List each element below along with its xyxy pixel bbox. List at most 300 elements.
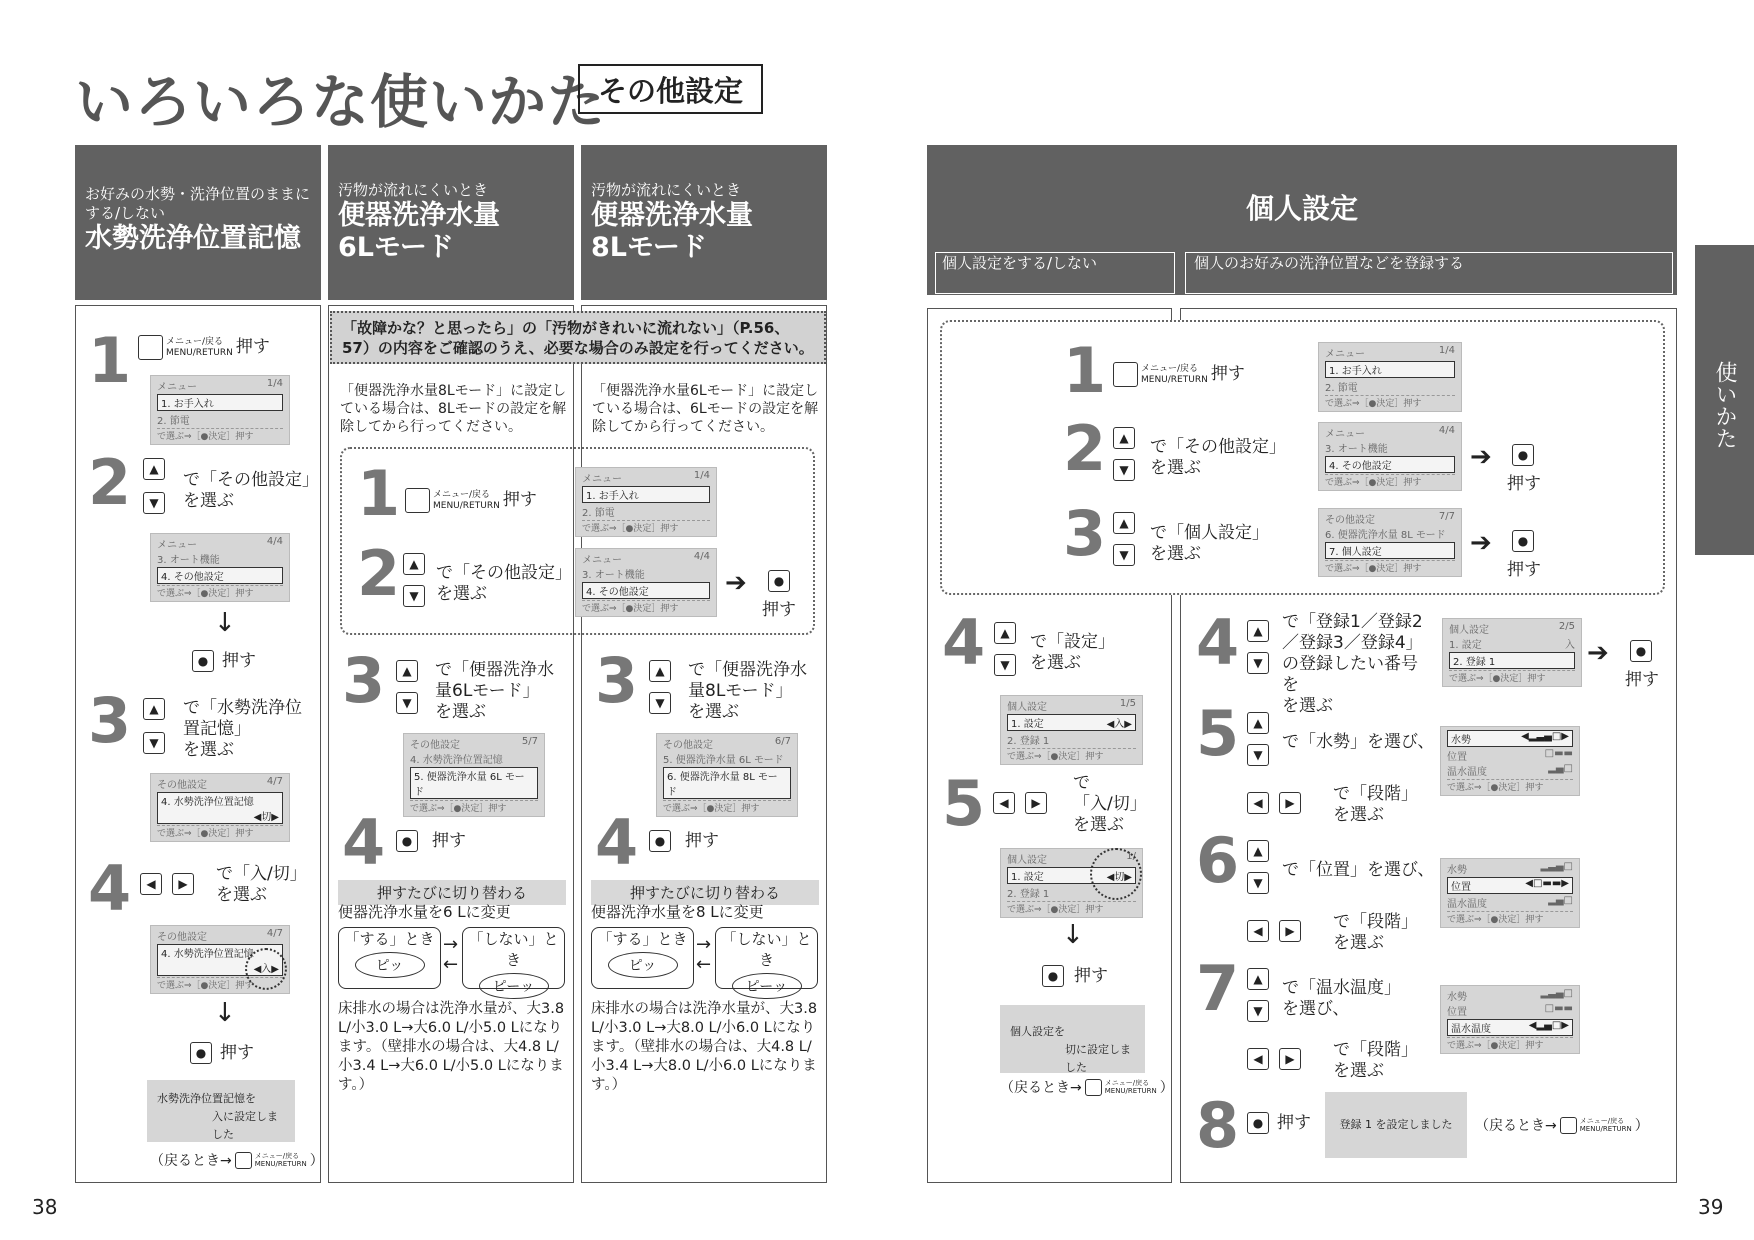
updown-buttons: [403, 553, 425, 607]
enter-button[interactable]: ●: [192, 650, 214, 672]
updown-buttons: [1113, 512, 1135, 566]
step-number: 5: [1196, 697, 1240, 770]
lcd-header: メニュー: [157, 382, 197, 393]
lcd-page: 5/7: [521, 736, 538, 747]
back-suffix: ）: [1634, 1118, 1649, 1134]
result-message: [147, 1080, 295, 1142]
beep-short: ピッ: [608, 952, 678, 978]
push-text: 押す: [685, 830, 719, 851]
menu-label-jp: メニュー/戻る: [1141, 363, 1199, 374]
step-number: 1: [357, 457, 401, 530]
push-text: 押す: [1507, 474, 1541, 494]
lcd-value: ◀入▶: [1106, 719, 1132, 730]
b-step6-text: で「位置」を選び、: [1282, 860, 1435, 880]
down-button[interactable]: ▼: [396, 692, 418, 714]
left-button[interactable]: ◀: [140, 873, 162, 895]
push-text: 押す: [432, 830, 466, 851]
enter-button[interactable]: ●: [1630, 640, 1652, 662]
down-button[interactable]: ▼: [994, 654, 1016, 676]
select-text: を選ぶ: [1030, 653, 1081, 673]
updown-buttons: [994, 622, 1016, 676]
lcd-page: 4/7: [266, 928, 283, 939]
push-text: 押す: [1277, 1112, 1311, 1133]
enter-button[interactable]: ●: [1512, 530, 1534, 552]
select-text: を選ぶ: [216, 885, 267, 905]
shared-step2-text: [436, 563, 572, 605]
lcd-footer: で選ぶ⇒［●決定］押す: [582, 520, 710, 534]
menu-label-jp: メニュー/戻る: [433, 489, 491, 500]
down-button[interactable]: ▼: [143, 732, 165, 754]
lcd-header: メニュー: [582, 474, 622, 485]
lcd-row: 温水温度: [1447, 767, 1487, 778]
menu-button[interactable]: [1560, 1117, 1577, 1134]
leftright-buttons: [140, 873, 194, 895]
enter-button[interactable]: ●: [1042, 965, 1064, 987]
down-button[interactable]: ▼: [1247, 744, 1269, 766]
step-number: 8: [1196, 1089, 1240, 1162]
level-bar-icon: □▬▬: [1544, 748, 1573, 759]
col3-header-big1: 便器洗浄水量: [591, 200, 753, 231]
menu-label: [433, 490, 500, 512]
col2-header-big2: 6Lモード: [338, 232, 454, 263]
lcd-footer: で選ぶ⇒［●決定］押す: [1325, 474, 1455, 488]
select-text: を選ぶ: [1333, 933, 1384, 953]
enter-button[interactable]: ●: [396, 830, 418, 852]
step-text: で「段階」: [1333, 912, 1418, 932]
col1-step3-text: [183, 698, 303, 761]
leftright-buttons: [1247, 920, 1301, 942]
lcd-footer: で選ぶ⇒［●決定］押す: [1447, 911, 1573, 925]
step-text: で「設定」: [1030, 632, 1115, 652]
up-button[interactable]: ▲: [994, 622, 1016, 644]
section-subtitle: その他設定: [578, 64, 763, 114]
lcd-page: 1/5: [1119, 698, 1136, 709]
lcd-page: 2/5: [1558, 621, 1575, 632]
de-text: で: [1073, 773, 1090, 793]
lcd-row: 温水温度: [1447, 899, 1487, 910]
lcd-footer: で選ぶ⇒［●決定］押す: [157, 977, 283, 991]
col3-header: [581, 145, 827, 300]
lcd-page: 4/4: [693, 551, 710, 562]
up-button[interactable]: ▲: [1247, 968, 1269, 990]
menu-button[interactable]: [138, 335, 163, 360]
updown-buttons: [1113, 427, 1135, 481]
b-step5-text: で「水勢」を選び、: [1282, 732, 1435, 752]
lcd-pressure: [1440, 726, 1580, 796]
lcd-footer: で選ぶ⇒［●決定］押す: [1447, 1037, 1573, 1051]
back-prefix: （戻るとき→: [150, 1153, 232, 1169]
left-button[interactable]: ◀: [1247, 1048, 1269, 1070]
shared-step1: [405, 488, 537, 513]
enter-button[interactable]: ●: [190, 1042, 212, 1064]
result-message: 登録 1 を設定しました: [1325, 1092, 1467, 1158]
col1-step1: [138, 335, 270, 360]
lcd-row: 位置: [1447, 752, 1467, 763]
menu-label-jp: メニュー/戻る: [1104, 1079, 1150, 1087]
b-step4-text: [1282, 612, 1432, 717]
menu-label: [166, 337, 233, 359]
lcd-row-selected: 1. お手入れ: [582, 486, 710, 503]
col2-step3-text: [435, 660, 565, 723]
enter-button[interactable]: ●: [649, 830, 671, 852]
step-number: 2: [88, 446, 132, 519]
side-tab: 使いかた: [1695, 245, 1754, 555]
arrow-right-icon: ➔: [725, 568, 747, 598]
select-text: を選ぶ: [1282, 696, 1333, 716]
leftright-buttons: [1247, 792, 1301, 814]
left-button[interactable]: ◀: [1247, 792, 1269, 814]
lcd-row-selected: 1. お手入れ: [1325, 361, 1455, 378]
msg-line1: 水勢洗浄位置記憶を: [157, 1092, 256, 1105]
menu-label-small: [1580, 1117, 1632, 1133]
menu-label-en: MENU/RETURN: [1141, 374, 1208, 385]
level-bar-icon: ▂▄□: [1548, 895, 1573, 906]
level-bar-icon: ◀▂▃▄□▶: [1521, 731, 1569, 742]
push-text: 押す: [502, 490, 537, 510]
lcd-row-selected: 7. 個人設定: [1325, 542, 1455, 559]
updown-buttons: [143, 458, 165, 514]
level-bar-icon: ▂▃▄□: [1540, 861, 1573, 872]
swap-arrows-icon: → ←: [696, 934, 712, 975]
lcd-row-selected: 4. 水勢洗浄位置記憶: [161, 949, 254, 960]
toggle-band: 押すたびに切り替わる: [591, 880, 819, 905]
b-level-text: [1333, 912, 1418, 954]
updown-buttons: [1247, 712, 1269, 766]
level-bar-icon: ▂▄□: [1548, 763, 1573, 774]
lcd-menu-4: [575, 548, 717, 617]
lcd-row-selected: 2. 登録 1: [1449, 652, 1575, 669]
lcd-row: 4. 水勢洗浄位置記憶: [410, 755, 503, 766]
back-prefix: （戻るとき→: [1000, 1080, 1082, 1096]
lcd-row-selected: 4. その他設定: [582, 582, 710, 599]
lcd-value: ◀入▶: [253, 964, 279, 975]
off-label: 「しない」とき: [468, 930, 559, 969]
step-number: 7: [1196, 952, 1240, 1025]
right-step2-text: [1150, 437, 1286, 479]
beep-short: ピッ: [355, 952, 425, 978]
col3-precondition: 「便器洗浄水量6Lモード」に設定している場合は、6Lモードの設定を解除してから行ってください。: [592, 383, 819, 435]
enter-push: [190, 1042, 254, 1064]
lcd-personal-on: [1000, 695, 1143, 765]
lcd-row-selected: 温水温度: [1451, 1024, 1491, 1035]
col2-description: 床排水の場合は洗浄水量が、大3.8 L/小3.0 L→大6.0 L/小5.0 Lになります。（壁排水の場合は、大4.8 L/小3.4 L→大6.0 L/小5.0 Lになります。）: [338, 1001, 565, 1093]
updown-buttons: [143, 698, 165, 754]
menu-button[interactable]: [1085, 1079, 1102, 1096]
level-bar-icon: ◀□▬▬▶: [1525, 878, 1569, 889]
lcd-header: メニュー: [1325, 349, 1365, 360]
lcd-footer: で選ぶ⇒［●決定］押す: [157, 428, 283, 442]
level-bar-icon: ◀▂▄□▶: [1528, 1020, 1569, 1031]
lcd-footer: で選ぶ⇒［●決定］押す: [663, 800, 791, 814]
a-step4-text: [1030, 632, 1115, 674]
lcd-page: 4/4: [266, 536, 283, 547]
updown-buttons: [1247, 840, 1269, 894]
lcd-value: 入: [1565, 640, 1575, 651]
enter-push: [649, 830, 719, 852]
highlight-circle: [1090, 848, 1142, 900]
right-button[interactable]: ▶: [172, 873, 194, 895]
lcd-footer: で選ぶ⇒［●決定］押す: [1007, 901, 1136, 915]
change-text: 便器洗浄水量を6 Lに変更: [338, 903, 511, 921]
select-text: を選ぶ: [1150, 544, 1201, 564]
lcd-row-selected: 4. 水勢洗浄位置記憶: [161, 797, 254, 808]
step-number: 6: [1196, 824, 1240, 897]
up-button[interactable]: ▲: [403, 553, 425, 575]
col1-step2-text: [183, 470, 318, 512]
col1-header: [75, 145, 321, 300]
lcd-footer: で選ぶ⇒［●決定］押す: [1449, 670, 1575, 684]
page-title: いろいろな使いかた: [75, 68, 607, 136]
up-button[interactable]: ▲: [396, 660, 418, 682]
lcd-header: 個人設定: [1007, 855, 1047, 866]
lcd-header: その他設定: [663, 740, 713, 751]
step-text: で「水勢洗浄位置記憶」: [183, 698, 302, 739]
step-text: で「段階」: [1333, 784, 1418, 804]
lcd-row: 位置: [1447, 1007, 1467, 1018]
menu-label-en: MENU/RETURN: [166, 347, 233, 358]
updown-buttons: [1247, 620, 1269, 674]
lcd-row: 6. 便器洗浄水量 8L モード: [1325, 530, 1446, 541]
lcd-page: 7/7: [1438, 511, 1455, 522]
col2-header: [328, 145, 574, 300]
lcd-header: メニュー: [1325, 429, 1365, 440]
msg-line2: 入に設定しました: [212, 1110, 278, 1141]
menu-label-jp: メニュー/戻る: [254, 1152, 300, 1160]
arrow-down-icon: ↓: [214, 998, 236, 1028]
menu-label-jp: メニュー/戻る: [166, 336, 224, 347]
select-text: を選ぶ: [688, 702, 739, 722]
step-text-2: を選び、: [1282, 999, 1350, 1019]
enter-button[interactable]: ●: [1512, 444, 1534, 466]
step-number: 3: [595, 644, 639, 717]
lcd-header: 個人設定: [1449, 625, 1489, 636]
beep-long: ピーッ: [479, 973, 549, 999]
lcd-page: 1/: [1126, 851, 1136, 862]
select-text: を選ぶ: [1333, 805, 1384, 825]
lcd-temperature: [1440, 985, 1580, 1054]
lcd-footer: で選ぶ⇒［●決定］押す: [1007, 748, 1136, 762]
col2-precondition: 「便器洗浄水量8Lモード」に設定している場合は、8Lモードの設定を解除してから行ってください。: [340, 383, 567, 435]
enter-push: [1247, 1112, 1311, 1134]
select-text: を選ぶ: [1073, 815, 1124, 835]
up-button[interactable]: ▲: [143, 698, 165, 720]
updown-buttons: [396, 660, 418, 714]
menu-label-en: MENU/RETURN: [1579, 1125, 1632, 1133]
on-box: [338, 927, 441, 989]
down-button[interactable]: ▼: [649, 692, 671, 714]
right-button[interactable]: ▶: [1279, 1048, 1301, 1070]
lcd-footer: で選ぶ⇒［●決定］押す: [1325, 560, 1455, 574]
b-step7-text: [1282, 978, 1401, 1020]
result-message: [1000, 1005, 1145, 1073]
lcd-footer: で選ぶ⇒［●決定］押す: [157, 825, 283, 839]
up-button[interactable]: ▲: [1247, 712, 1269, 734]
col3-header-big2: 8Lモード: [591, 232, 707, 263]
updown-buttons: [649, 660, 671, 714]
up-button[interactable]: ▲: [143, 458, 165, 480]
down-button[interactable]: ▼: [1247, 1000, 1269, 1022]
push-text: 押す: [1625, 670, 1659, 690]
lcd-footer: で選ぶ⇒［●決定］押す: [1325, 395, 1455, 409]
updown-buttons: [1247, 968, 1269, 1022]
off-box: [462, 927, 565, 995]
page-number-left: 38: [32, 1195, 58, 1219]
push-text: 押す: [222, 650, 256, 671]
lcd-footer: で選ぶ⇒［●決定］押す: [582, 600, 710, 614]
select-text: を選ぶ: [1333, 1061, 1384, 1081]
lcd-header: その他設定: [157, 932, 207, 943]
back-hint: [150, 1150, 324, 1170]
lcd-menu-1: [575, 467, 717, 537]
lcd-header: 個人設定: [1007, 702, 1047, 713]
down-button[interactable]: ▼: [403, 585, 425, 607]
lcd-other-6: [656, 733, 798, 817]
select-text: を選ぶ: [183, 491, 234, 511]
lcd-footer: で選ぶ⇒［●決定］押す: [1447, 779, 1573, 793]
menu-label-jp: メニュー/戻る: [1579, 1117, 1625, 1125]
push-text: 押す: [1210, 364, 1245, 384]
down-button[interactable]: ▼: [1113, 544, 1135, 566]
left-button[interactable]: ◀: [993, 792, 1015, 814]
lcd-page: 4/4: [1438, 425, 1455, 436]
arrow-down-icon: ↓: [214, 608, 236, 638]
level-bar-icon: □▬▬: [1544, 1003, 1573, 1014]
lcd-row: 2. 節電: [1325, 383, 1358, 394]
lcd-menu-1: [150, 375, 290, 445]
push-text: 押す: [762, 600, 796, 620]
col3-header-small: 汚物が流れにくいとき: [591, 181, 742, 199]
step-text: で「登録1／登録2／登録3／登録4」の登録したい番号を: [1282, 612, 1423, 695]
enter-push: [192, 650, 256, 672]
lcd-header: その他設定: [1325, 515, 1375, 526]
step-text: で「個人設定」: [1150, 523, 1269, 543]
step-number: 3: [1063, 497, 1107, 570]
lcd-page: 1/4: [693, 470, 710, 481]
menu-button[interactable]: [405, 488, 430, 513]
step-text: で「便器洗浄水量8Lモード」: [688, 660, 807, 701]
step-text: で「入/切」: [216, 864, 307, 884]
lcd-row: 2. 登録 1: [1007, 736, 1050, 747]
step-number: 4: [942, 606, 986, 679]
lcd-personal-2: [1442, 618, 1582, 687]
lcd-row: 5. 便器洗浄水量 6L モード: [663, 755, 784, 766]
lcd-row: 水勢: [1447, 865, 1467, 876]
up-button[interactable]: ▲: [1247, 620, 1269, 642]
lcd-page: 1/4: [1438, 345, 1455, 356]
toggle-band: 押すたびに切り替わる: [338, 880, 566, 905]
lcd-page: 1/4: [266, 378, 283, 389]
back-prefix: （戻るとき→: [1475, 1118, 1557, 1134]
msg-line2: 切に設定しました: [1065, 1043, 1131, 1074]
back-hint: [1475, 1115, 1649, 1135]
step-number: 4: [1196, 606, 1240, 679]
enter-push: [1042, 965, 1108, 987]
right-header-title: 個人設定: [1245, 192, 1358, 225]
lcd-row: 水勢: [1447, 992, 1467, 1003]
select-text: を選ぶ: [183, 740, 234, 760]
arrow-right-icon: ➔: [1470, 442, 1492, 472]
up-button[interactable]: ▲: [1247, 840, 1269, 862]
step-number: 4: [595, 806, 639, 879]
back-suffix: ）: [1159, 1080, 1174, 1096]
down-button[interactable]: ▼: [143, 492, 165, 514]
lcd-row-selected: 6. 便器洗浄水量 8L モード: [663, 767, 791, 799]
menu-button[interactable]: [1113, 362, 1138, 387]
lcd-row: 3. オート機能: [582, 570, 645, 581]
step-number: 4: [88, 852, 132, 925]
swap-arrows-icon: → ←: [443, 934, 459, 975]
right-button[interactable]: ▶: [1279, 792, 1301, 814]
down-button[interactable]: ▼: [1247, 652, 1269, 674]
left-button[interactable]: ◀: [1247, 920, 1269, 942]
lcd-row: 2. 節電: [582, 508, 615, 519]
menu-label-en: MENU/RETURN: [1104, 1087, 1157, 1095]
arrow-right-icon: ➔: [1587, 638, 1609, 668]
lcd-other-7: [1318, 508, 1462, 577]
step-number: 4: [342, 806, 386, 879]
up-button[interactable]: ▲: [1113, 512, 1135, 534]
shared-steps-box: [940, 320, 1665, 595]
lcd-value: ◀切▶: [1106, 872, 1132, 883]
lcd-menu-4: [150, 533, 290, 602]
lcd-row: 2. 節電: [157, 416, 190, 427]
col2-header-big1: 便器洗浄水量: [338, 200, 500, 231]
select-text: を選ぶ: [436, 584, 487, 604]
step-number: 3: [88, 684, 132, 757]
lcd-footer: で選ぶ⇒［●決定］押す: [157, 585, 283, 599]
step-number: 3: [342, 644, 386, 717]
right-button[interactable]: ▶: [1279, 920, 1301, 942]
enter-push: [396, 830, 466, 852]
lcd-value: ◀切▶: [253, 812, 279, 823]
push-text: 押す: [1507, 560, 1541, 580]
step-text: 「入/切」: [1073, 794, 1147, 814]
up-button[interactable]: ▲: [1113, 427, 1135, 449]
step-text: で「段階」: [1333, 1040, 1418, 1060]
lcd-row-selected: 4. その他設定: [1325, 456, 1455, 473]
menu-button[interactable]: [235, 1152, 252, 1169]
down-button[interactable]: ▼: [1113, 459, 1135, 481]
step-number: 2: [1063, 412, 1107, 485]
down-button[interactable]: ▼: [1247, 872, 1269, 894]
enter-button[interactable]: ●: [768, 570, 790, 592]
level-bar-icon: ▂▃▄□: [1540, 988, 1573, 999]
up-button[interactable]: ▲: [649, 660, 671, 682]
step-number: 2: [357, 537, 401, 610]
leftright-buttons: [993, 792, 1047, 814]
right-step1: [1113, 362, 1245, 387]
step-number: 5: [942, 767, 986, 840]
arrow-down-icon: ↓: [1062, 920, 1084, 950]
lcd-row-selected: 水勢: [1451, 735, 1471, 746]
lcd-other-4: [150, 773, 290, 842]
enter-button[interactable]: ●: [1247, 1112, 1269, 1134]
col2-header-small: 汚物が流れにくいとき: [338, 181, 489, 199]
step-number: 1: [1063, 334, 1107, 407]
lcd-page: 6/7: [774, 736, 791, 747]
lcd-page: 4/7: [266, 776, 283, 787]
lcd-row: 3. オート機能: [157, 555, 220, 566]
col3-description: 床排水の場合は洗浄水量が、大3.8 L/小3.0 L→大8.0 L/小6.0 Lになります。（壁排水の場合は、大4.8 L/小3.4 L→大8.0 L/小6.0 Lになります。）: [591, 1001, 818, 1093]
right-button[interactable]: ▶: [1025, 792, 1047, 814]
on-box: [591, 927, 694, 989]
arrow-right-icon: ➔: [1470, 528, 1492, 558]
select-text: を選ぶ: [1150, 458, 1201, 478]
col1-step4-text: [216, 864, 307, 906]
col3-step3-text: [688, 660, 818, 723]
menu-label-small: [255, 1152, 307, 1168]
lcd-header: その他設定: [157, 780, 207, 791]
